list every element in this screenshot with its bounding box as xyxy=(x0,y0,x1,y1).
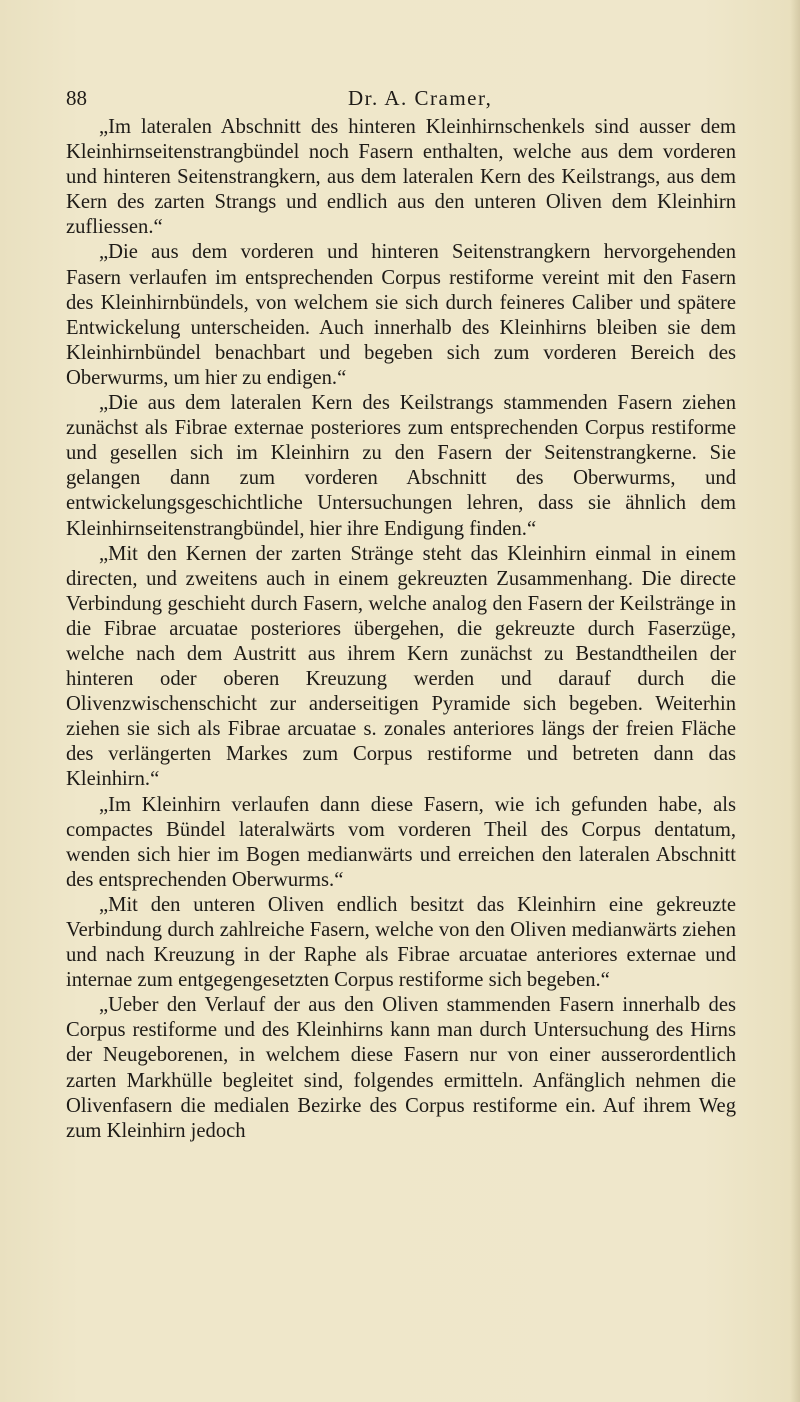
paragraph: „Mit den Kernen der zarten Stränge steht das Kleinhirn einmal in einem directen, und zweitens auch in einem gekreuzten Zusammenhang. Die directe Verbindung geschieht durch Fasern, welche analog den Fasern der Keilstränge in die Fibrae arcuatae posteriores übergehen, die gekreuzte durch Faserzüge, welche nach dem Austritt aus ihrem Kern zunächst zu Bestandtheilen der hinteren oder oberen Kreuzung werden und darauf durch die Olivenzwischenschicht zur anderseitigen Pyramide sich begeben. Weiterhin ziehen sie sich als Fibrae arcuatae s. zonales anteriores längs der freien Fläche des verlängerten Markes zum Corpus restiforme und betreten dann das Kleinhirn.“ xyxy=(66,542,736,791)
paragraph: „Mit den unteren Oliven endlich besitzt das Kleinhirn eine gekreuzte Verbindung durch zahlreiche Fasern, welche von den Oliven medianwärts ziehen und nach Kreuzung in der Raphe als Fibrae arcuatae anteriores externae und internae zum entgegengesetzten Corpus restiforme sich begeben.“ xyxy=(66,893,736,992)
page-edge-shadow xyxy=(790,0,800,1402)
paragraph: „Die aus dem vorderen und hinteren Seitenstrangkern hervorgehenden Fasern verlaufen im entsprechenden Corpus restiforme vereint mit den Fasern des Kleinhirnbündels, von welchem sie sich durch feineres Caliber und spätere Entwickelung unterscheiden. Auch innerhalb des Kleinhirns bleiben sie dem Kleinhirnbündel benachbart und begeben sich zum vorderen Bereich des Oberwurms, um hier zu endigen.“ xyxy=(66,241,736,389)
paragraph: „Die aus dem lateralen Kern des Keilstrangs stammenden Fasern ziehen zunächst als Fibrae externae posteriores zum entsprechenden Corpus restiforme und gesellen sich im Kleinhirn zu den Fasern der Seitenstrangkerne. Sie gelangen dann zum vorderen Abschnitt des Oberwurms, und entwickelungsgeschichtliche Untersuchungen lehren, dass sie ähnlich dem Kleinhirnseitenstrangbündel, hier ihre Endigung finden.“ xyxy=(66,392,736,540)
body-text xyxy=(66,115,736,1144)
running-head: Dr. A. Cramer, xyxy=(348,86,493,110)
paragraph: „Im lateralen Abschnitt des hinteren Kleinhirnschenkels sind ausser dem Kleinhirnseitenstrangbündel noch Fasern enthalten, welche aus dem vorderen und hinteren Seitenstrangkern, aus dem lateralen Kern des Keilstrangs, aus dem Kern des zarten Strangs und endlich aus den unteren Oliven dem Kleinhirn zufliessen.“ xyxy=(66,116,736,239)
paragraph: „Im Kleinhirn verlaufen dann diese Fasern, wie ich gefunden habe, als compactes Bündel lateralwärts vom vorderen Theil des Corpus dentatum, wenden sich hier im Bogen medianwärts und erreichen den lateralen Abschnitt des entsprechenden Oberwurms.“ xyxy=(66,793,736,891)
page-header xyxy=(66,86,734,116)
paragraph: „Ueber den Verlauf der aus den Oliven stammenden Fasern innerhalb des Corpus restiforme und des Kleinhirns kann man durch Untersuchung des Hirns der Neugeborenen, in welchem diese Fasern nur von einer ausserordentlich zarten Markhülle begleitet sind, folgendes ermitteln. Anfänglich nehmen die Olivenfasern die medialen Bezirke des Corpus restiforme ein. Auf ihrem Weg zum Kleinhirn jedoch xyxy=(66,994,736,1142)
page-number: 88 xyxy=(66,86,87,110)
